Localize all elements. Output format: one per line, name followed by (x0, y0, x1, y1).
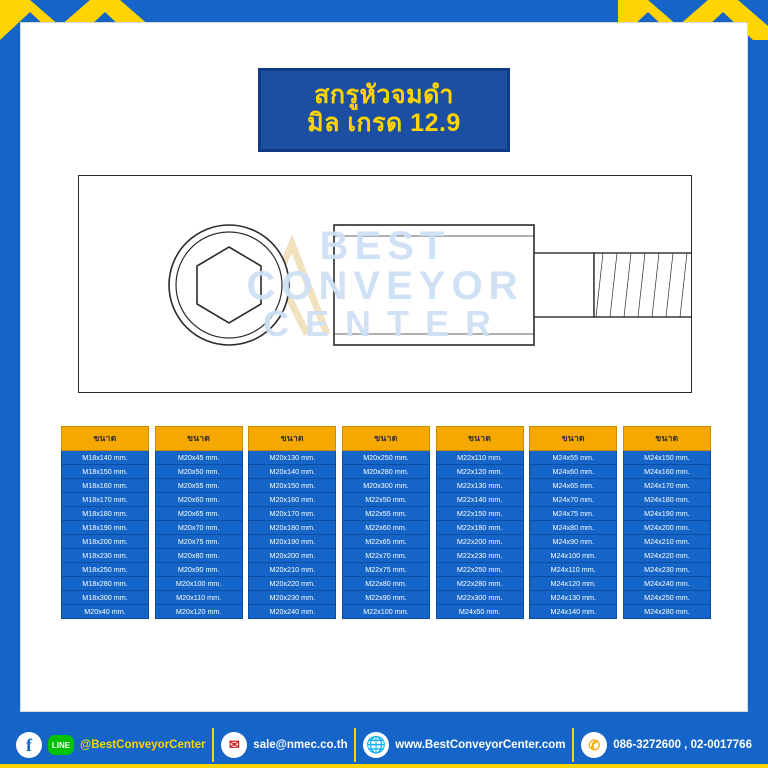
table-row: M24x70 mm. (529, 493, 617, 507)
table-row: M20x65 mm. (155, 507, 243, 521)
table-row: M20x140 mm. (248, 465, 336, 479)
table-row: M24x50 mm. (436, 605, 524, 619)
table-row: M20x120 mm. (155, 605, 243, 619)
table-row: M22x80 mm. (342, 577, 430, 591)
table-row: M24x200 mm. (623, 521, 711, 535)
footer-website-label: www.BestConveyorCenter.com (395, 739, 566, 751)
table-row: M24x210 mm. (623, 535, 711, 549)
product-image-box (78, 175, 692, 393)
table-row: M18x300 mm. (61, 591, 149, 605)
table-row: M20x150 mm. (248, 479, 336, 493)
size-table-6 (529, 426, 617, 619)
table-row: M20x170 mm. (248, 507, 336, 521)
table-row: M20x190 mm. (248, 535, 336, 549)
table-row: M20x280 mm. (342, 465, 430, 479)
table-row: M20x130 mm. (248, 451, 336, 465)
table-row: M22x250 mm. (436, 563, 524, 577)
table-row: M20x70 mm. (155, 521, 243, 535)
size-table-1 (61, 426, 149, 619)
table-row: M20x60 mm. (155, 493, 243, 507)
footer-phone[interactable] (581, 732, 752, 758)
column-header: ขนาด (529, 426, 617, 451)
table-row: M18x200 mm. (61, 535, 149, 549)
footer-website[interactable] (363, 732, 565, 758)
table-row: M20x220 mm. (248, 577, 336, 591)
phone-icon: ✆ (581, 732, 607, 758)
table-row: M22x55 mm. (342, 507, 430, 521)
table-row: M20x200 mm. (248, 549, 336, 563)
table-row: M22x230 mm. (436, 549, 524, 563)
watermark-line-1: BEST (319, 224, 451, 268)
footer-phone-label: 086-3272600 , 02-0017766 (613, 739, 752, 751)
column-header: ขนาด (342, 426, 430, 451)
table-row: M24x230 mm. (623, 563, 711, 577)
table-row: M22x180 mm. (436, 521, 524, 535)
footer-email-label: sale@nmec.co.th (253, 739, 348, 751)
column-header: ขนาด (155, 426, 243, 451)
table-row: M20x110 mm. (155, 591, 243, 605)
socket-head-cap-screw-illustration (79, 176, 692, 393)
table-row: M22x60 mm. (342, 521, 430, 535)
table-row: M18x180 mm. (61, 507, 149, 521)
column-header: ขนาด (436, 426, 524, 451)
watermark-line-2: CONVEYOR (246, 264, 524, 308)
table-row: M18x190 mm. (61, 521, 149, 535)
table-row: M20x100 mm. (155, 577, 243, 591)
table-row: M22x140 mm. (436, 493, 524, 507)
page-title-line-2: มิล เกรด 12.9 (307, 109, 461, 137)
page-title (258, 68, 510, 152)
size-table-7 (623, 426, 711, 619)
table-row: M18x250 mm. (61, 563, 149, 577)
footer-email[interactable] (221, 732, 347, 758)
table-row: M18x160 mm. (61, 479, 149, 493)
facebook-icon: f (16, 732, 42, 758)
table-row: M24x240 mm. (623, 577, 711, 591)
footer-accent-band (0, 764, 768, 768)
footer-bar (0, 712, 768, 768)
table-row: M24x250 mm. (623, 591, 711, 605)
table-row: M20x40 mm. (61, 605, 149, 619)
table-row: M20x80 mm. (155, 549, 243, 563)
table-row: M24x90 mm. (529, 535, 617, 549)
table-row: M24x80 mm. (529, 521, 617, 535)
table-row: M22x300 mm. (436, 591, 524, 605)
globe-icon: 🌐 (363, 732, 389, 758)
table-row: M22x120 mm. (436, 465, 524, 479)
content-page (20, 22, 748, 712)
table-row: M18x150 mm. (61, 465, 149, 479)
table-row: M22x90 mm. (342, 591, 430, 605)
table-row: M20x160 mm. (248, 493, 336, 507)
footer-divider-1 (212, 728, 214, 762)
table-row: M20x210 mm. (248, 563, 336, 577)
table-row: M24x130 mm. (529, 591, 617, 605)
table-row: M20x240 mm. (248, 605, 336, 619)
footer-facebook[interactable] (16, 732, 206, 758)
table-row: M22x150 mm. (436, 507, 524, 521)
table-row: M24x120 mm. (529, 577, 617, 591)
size-table-2 (155, 426, 243, 619)
page-title-line-1: สกรูหัวจมดำ (314, 81, 454, 109)
table-row: M18x170 mm. (61, 493, 149, 507)
table-row: M20x45 mm. (155, 451, 243, 465)
envelope-icon: ✉ (221, 732, 247, 758)
table-row: M22x130 mm. (436, 479, 524, 493)
table-row: M24x280 mm. (623, 605, 711, 619)
table-row: M20x90 mm. (155, 563, 243, 577)
table-row: M24x55 mm. (529, 451, 617, 465)
footer-divider-3 (572, 728, 574, 762)
table-row: M18x230 mm. (61, 549, 149, 563)
table-row: M24x190 mm. (623, 507, 711, 521)
table-row: M18x140 mm. (61, 451, 149, 465)
table-row: M24x110 mm. (529, 563, 617, 577)
size-table-3 (248, 426, 336, 619)
size-table-4 (342, 426, 430, 619)
table-row: M24x60 mm. (529, 465, 617, 479)
table-row: M20x75 mm. (155, 535, 243, 549)
table-row: M24x150 mm. (623, 451, 711, 465)
table-row: M24x100 mm. (529, 549, 617, 563)
table-row: M20x50 mm. (155, 465, 243, 479)
table-row: M24x170 mm. (623, 479, 711, 493)
table-row: M22x280 mm. (436, 577, 524, 591)
table-row: M22x75 mm. (342, 563, 430, 577)
column-header: ขนาด (248, 426, 336, 451)
watermark-line-3: CENTER (262, 303, 507, 344)
table-row: M22x50 mm. (342, 493, 430, 507)
table-row: M24x220 mm. (623, 549, 711, 563)
table-row: M24x65 mm. (529, 479, 617, 493)
table-row: M24x75 mm. (529, 507, 617, 521)
table-row: M22x110 mm. (436, 451, 524, 465)
table-row: M20x230 mm. (248, 591, 336, 605)
table-row: M20x300 mm. (342, 479, 430, 493)
size-table-5 (436, 426, 524, 619)
table-row: M22x100 mm. (342, 605, 430, 619)
footer-divider-2 (354, 728, 356, 762)
table-row: M24x160 mm. (623, 465, 711, 479)
column-header: ขนาด (61, 426, 149, 451)
table-row: M24x180 mm. (623, 493, 711, 507)
table-row: M20x180 mm. (248, 521, 336, 535)
table-row: M24x140 mm. (529, 605, 617, 619)
table-row: M22x65 mm. (342, 535, 430, 549)
table-row: M22x200 mm. (436, 535, 524, 549)
footer-facebook-label: @BestConveyorCenter (80, 739, 206, 751)
size-tables (61, 426, 711, 619)
table-row: M18x280 mm. (61, 577, 149, 591)
column-header: ขนาด (623, 426, 711, 451)
table-row: M20x250 mm. (342, 451, 430, 465)
table-row: M22x70 mm. (342, 549, 430, 563)
table-row: M20x55 mm. (155, 479, 243, 493)
line-icon: LINE (48, 735, 74, 755)
